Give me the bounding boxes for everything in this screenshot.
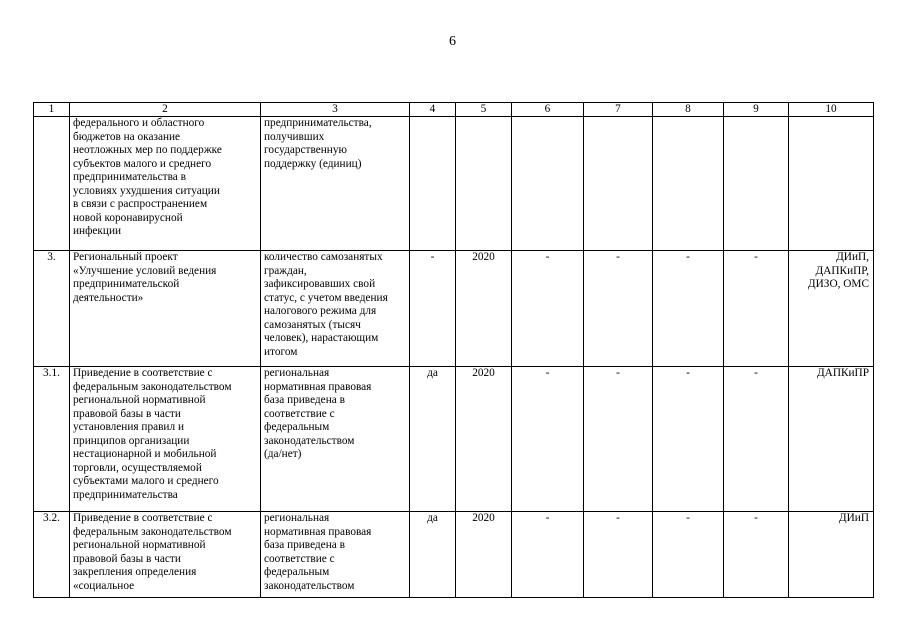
responsible: ДАПКиПР <box>789 367 874 512</box>
value-col4: - <box>410 251 456 367</box>
table-row <box>34 117 874 251</box>
responsible: ДИиП <box>789 512 874 598</box>
indicator-text: региональная нормативная правовая база приведена в соответствие с федеральным законодательством (да/нет) <box>261 367 410 512</box>
value-col7: - <box>584 512 653 598</box>
value-col8 <box>653 117 724 251</box>
header-cell-9: 9 <box>724 103 789 117</box>
value-col9: - <box>724 512 789 598</box>
value-col6: - <box>512 367 584 512</box>
indicator-text: количество самозанятых граждан, зафиксировавших свой статус, с учетом введения налогового режима для самозанятых (тысяч человек), нарастающим итогом <box>261 251 410 367</box>
row-number: 3.2. <box>34 512 70 598</box>
header-row <box>34 103 874 117</box>
year-col5: 2020 <box>456 367 512 512</box>
header-cell-5: 5 <box>456 103 512 117</box>
responsible <box>789 117 874 251</box>
value-col8: - <box>653 251 724 367</box>
header-cell-8: 8 <box>653 103 724 117</box>
indicator-text: предпринимательства, получивших государственную поддержку (единиц) <box>261 117 410 251</box>
header-cell-7: 7 <box>584 103 653 117</box>
value-col9: - <box>724 251 789 367</box>
value-col7: - <box>584 367 653 512</box>
value-col4 <box>410 117 456 251</box>
value-col6 <box>512 117 584 251</box>
page-number: 6 <box>449 34 456 49</box>
value-col4: да <box>410 512 456 598</box>
value-col9: - <box>724 367 789 512</box>
header-cell-6: 6 <box>512 103 584 117</box>
row-number: 3. <box>34 251 70 367</box>
document-table <box>33 102 874 598</box>
measure-name: федерального и областного бюджетов на оказание неотложных мер по поддержке субъектов малого и среднего предпринимательства в условиях ухудшения ситуации в связи с распространением новой коронавирусной инфекции <box>70 117 261 251</box>
measure-name: Региональный проект «Улучшение условий ведения предпринимательской деятельности» <box>70 251 261 367</box>
table-row <box>34 251 874 367</box>
year-col5 <box>456 117 512 251</box>
row-number <box>34 117 70 251</box>
value-col9 <box>724 117 789 251</box>
year-col5: 2020 <box>456 251 512 367</box>
value-col7 <box>584 117 653 251</box>
indicator-text: региональная нормативная правовая база приведена в соответствие с федеральным законодательством <box>261 512 410 598</box>
value-col6: - <box>512 251 584 367</box>
responsible: ДИиП, ДАПКиПР, ДИЗО, ОМС <box>789 251 874 367</box>
year-col5: 2020 <box>456 512 512 598</box>
row-number: 3.1. <box>34 367 70 512</box>
header-cell-4: 4 <box>410 103 456 117</box>
value-col4: да <box>410 367 456 512</box>
table-row <box>34 367 874 512</box>
header-cell-3: 3 <box>261 103 410 117</box>
measure-name: Приведение в соответствие с федеральным законодательством региональной нормативной правовой базы в части установления правил и принципов организации нестационарной и мобильной торговли, осуществляемой субъектами малого и среднего предпринимательства <box>70 367 261 512</box>
value-col8: - <box>653 512 724 598</box>
value-col6: - <box>512 512 584 598</box>
header-cell-2: 2 <box>70 103 261 117</box>
header-cell-1: 1 <box>34 103 70 117</box>
table-row <box>34 512 874 598</box>
header-cell-10: 10 <box>789 103 874 117</box>
value-col8: - <box>653 367 724 512</box>
value-col7: - <box>584 251 653 367</box>
measure-name: Приведение в соответствие с федеральным законодательством региональной нормативной правовой базы в части закрепления определения «социальное <box>70 512 261 598</box>
